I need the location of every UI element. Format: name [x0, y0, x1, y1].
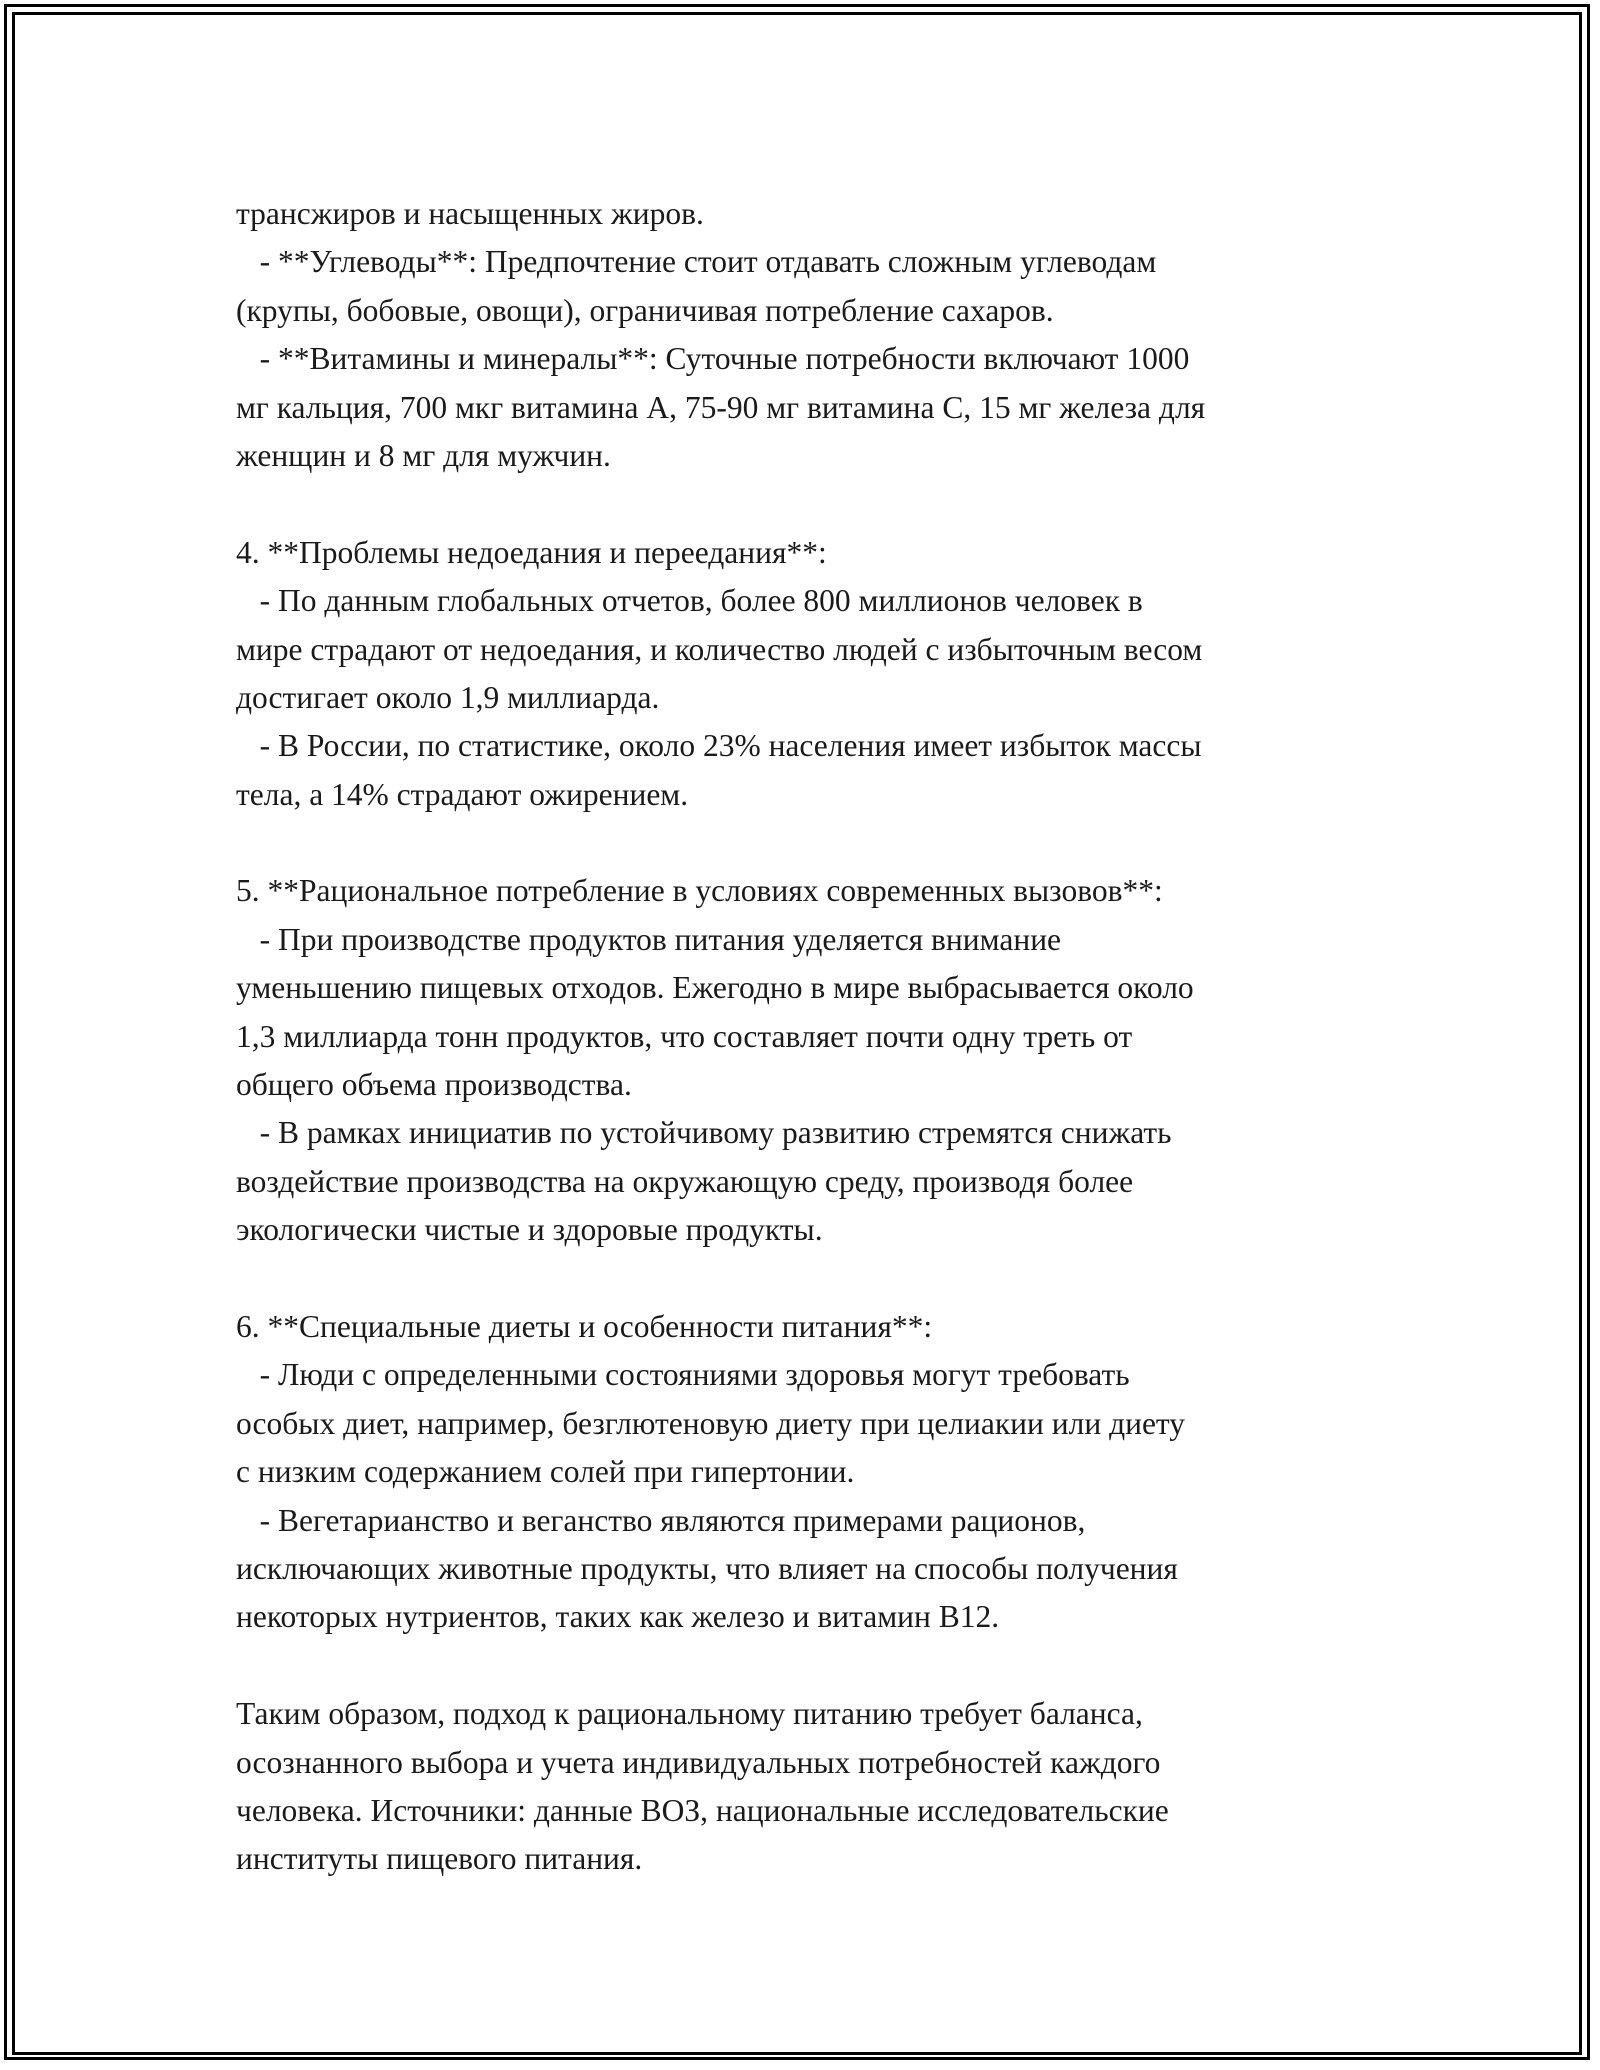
text-line: экологически чистые и здоровые продукты. — [236, 1212, 823, 1248]
text-line: - Люди с определенными состояниями здоровья могут требовать — [236, 1357, 1130, 1393]
text-line: - **Углеводы**: Предпочтение стоит отдавать сложным углеводам — [236, 244, 1157, 280]
paragraph-spacer — [236, 1255, 1396, 1303]
text-line: 1,3 миллиарда тонн продуктов, что составляет почти одну треть от — [236, 1018, 1133, 1054]
text-line: - В России, по статистике, около 23% населения имеет избыток массы — [236, 728, 1202, 764]
paragraph-spacer — [236, 819, 1396, 867]
text-line: мг кальция, 700 мкг витамина А, 75-90 мг витамина С, 15 мг железа для — [236, 389, 1206, 425]
text-line: - В рамках инициатив по устойчивому развитию стремятся снижать — [236, 1115, 1172, 1151]
text-line: общего объема производства. — [236, 1067, 632, 1103]
text-line: - Вегетарианство и веганство являются примерами рационов, — [236, 1502, 1086, 1538]
text-line: исключающих животные продукты, что влияет на способы получения — [236, 1550, 1178, 1586]
text-line: уменьшению пищевых отходов. Ежегодно в мире выбрасывается около — [236, 970, 1194, 1006]
text-line: некоторых нутриентов, таких как железо и витамин B12. — [236, 1599, 1000, 1635]
paragraph-spacer — [236, 480, 1396, 528]
document-body — [236, 190, 1396, 1884]
paragraph-spacer — [236, 1642, 1396, 1690]
text-line: трансжиров и насыщенных жиров. — [236, 196, 704, 231]
text-line: тела, а 14% страдают ожирением. — [236, 776, 689, 812]
text-line: женщин и 8 мг для мужчин. — [236, 437, 611, 473]
text-line: мире страдают от недоедания, и количество людей с избыточным весом — [236, 631, 1203, 667]
text-line: 4. **Проблемы недоедания и переедания**: — [236, 534, 827, 570]
text-line: - При производстве продуктов питания уделяется внимание — [236, 921, 1062, 957]
text-line: достигает около 1,9 миллиарда. — [236, 679, 660, 715]
text-line: - **Витамины и минералы**: Суточные потребности включают 1000 — [236, 341, 1190, 377]
text-line: 5. **Рациональное потребление в условиях современных вызовов**: — [236, 873, 1163, 909]
text-line: Таким образом, подход к рациональному питанию требует баланса, — [236, 1696, 1143, 1732]
text-line: человека. Источники: данные ВОЗ, национальные исследовательские — [236, 1792, 1169, 1828]
text-line: с низким содержанием солей при гипертонии. — [236, 1454, 855, 1490]
text-line: 6. **Специальные диеты и особенности питания**: — [236, 1308, 933, 1344]
text-line: особых диет, например, безглютеновую диету при целиакии или диету — [236, 1405, 1186, 1441]
text-line: (крупы, бобовые, овощи), ограничивая потребление сахаров. — [236, 292, 1054, 328]
text-line: осознанного выбора и учета индивидуальных потребностей каждого — [236, 1744, 1161, 1780]
text-line: - По данным глобальных отчетов, более 800 миллионов человек в — [236, 583, 1143, 619]
text-line: воздействие производства на окружающую среду, производя более — [236, 1163, 1134, 1199]
text-line: институты пищевого питания. — [236, 1841, 643, 1877]
